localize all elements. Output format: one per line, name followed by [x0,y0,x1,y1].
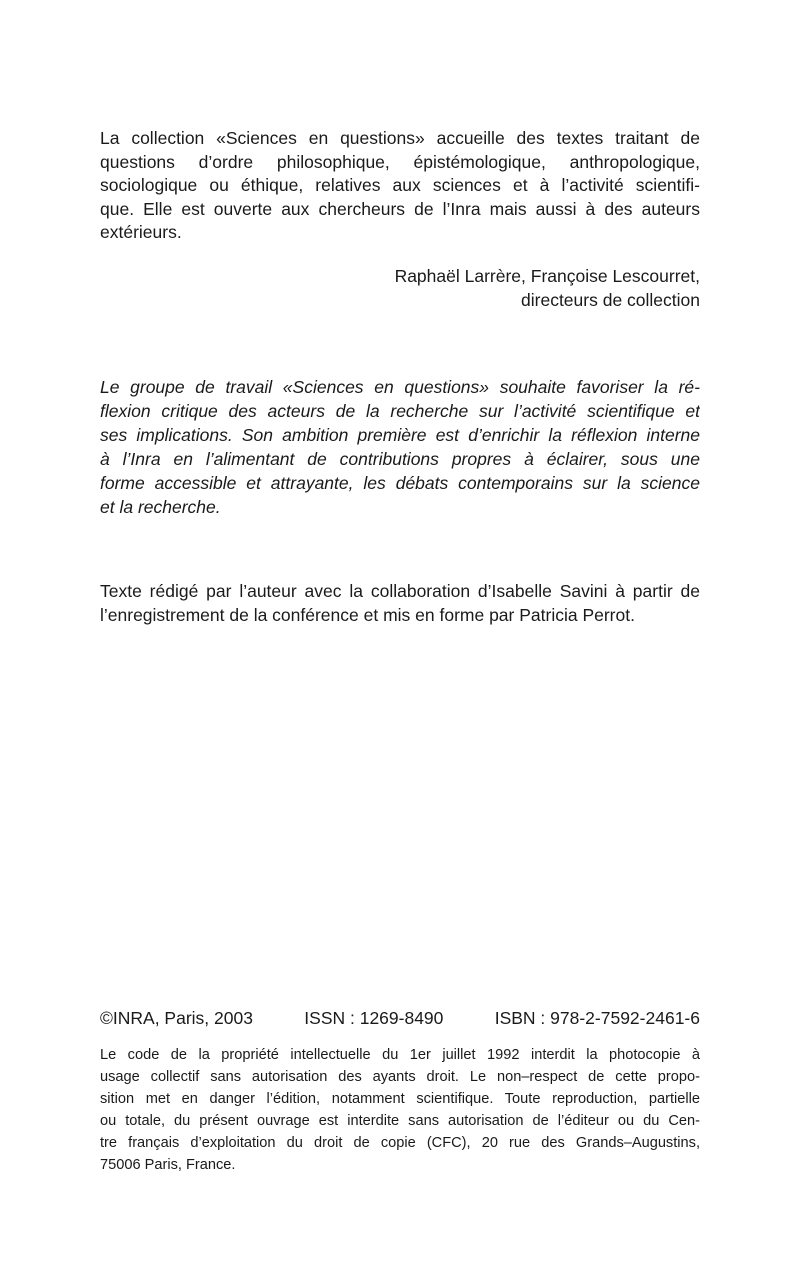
text-line: questions d’ordre philosophique, épistémologique, anthropologique, [100,151,700,172]
text-line: flexion critique des acteurs de la recherche sur l’activité scientifique et [100,401,700,421]
copyright: ©INRA, Paris, 2003 [100,1008,253,1028]
text-line: extérieurs. [100,222,182,242]
legal-notice [100,1044,700,1176]
text-line: sition met en danger l’édition, notamment scientifique. Toute reproduction, partielle [100,1091,700,1107]
text-line: tre français d’exploitation du droit de copie (CFC), 20 rue des Grands–Augustins, [100,1135,700,1151]
credits-paragraph [100,580,700,627]
text-line: l’enregistrement de la conférence et mis en forme par Patricia Perrot. [100,604,635,625]
signature-names: Raphaël Larrère, Françoise Lescourret, [394,266,700,286]
text-line: sociologique ou éthique, relatives aux sciences et à l’activité scientifi- [100,175,700,195]
isbn: ISBN : 978-2-7592-2461-6 [494,1008,700,1028]
text-line: ses implications. Son ambition première est d’enrichir la réflexion interne [100,425,700,445]
text-line: Le code de la propriété intellectuelle du 1er juillet 1992 interdit la photocopie à [100,1047,700,1063]
text-line: et la recherche. [100,497,221,517]
text-line: La collection «Sciences en questions» accueille des textes traitant de [100,128,700,148]
issn: ISSN : 1269-8490 [304,1008,444,1028]
signature [395,264,700,312]
publication-identifiers [100,1008,700,1029]
text-line: Le groupe de travail «Sciences en questions» souhaite favoriser la ré- [100,377,700,397]
text-line: forme accessible et attrayante, les débats contemporains sur la science [100,473,700,493]
signature-role: directeurs de collection [521,290,700,310]
text-line: Texte rédigé par l’auteur avec la collaboration d’Isabelle Savini à partir de [100,581,700,601]
collection-intro-paragraph [100,127,700,245]
text-line: 75006 Paris, France. [100,1157,236,1173]
text-line: usage collectif sans autorisation des ayants droit. Le non–respect de cette propo- [100,1069,700,1085]
working-group-paragraph [100,375,700,519]
text-line: à l’Inra en l’alimentant de contributions propres à éclairer, sous une [100,449,700,469]
text-line: que. Elle est ouverte aux chercheurs de l’Inra mais aussi à des auteurs [100,198,700,219]
text-line: ou totale, du présent ouvrage est interdite sans autorisation de l’éditeur ou du Cen- [100,1113,700,1129]
